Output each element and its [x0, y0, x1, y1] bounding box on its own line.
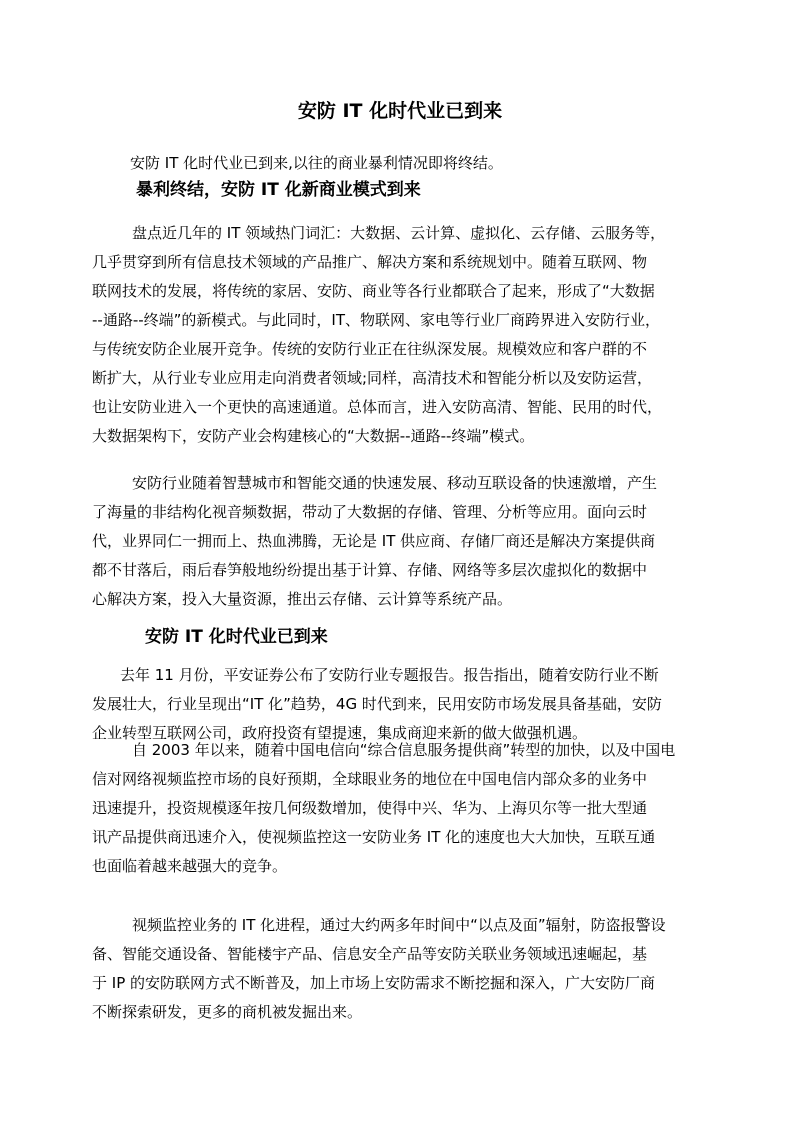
- paragraph-line: 都不甘落后，雨后春笋般地纷纷提出基于计算、存储、网络等多层次虚拟化的数据中: [92, 561, 648, 579]
- paragraph-line: 联网技术的发展，将传统的家居、安防、商业等各行业都联合了起来，形成了“大数据: [92, 282, 655, 300]
- paragraph-line: 讯产品提供商迅速介入，使视频监控这一安防业务 IT 化的速度也大大加快，互联互通: [92, 828, 656, 846]
- paragraph-line: 了海量的非结构化视音频数据，带动了大数据的存储、管理、分析等应用。面向云时: [92, 503, 648, 521]
- paragraph-line: 几乎贯穿到所有信息技术领域的产品推广、解决方案和系统规划中。随着互联网、物: [92, 253, 648, 271]
- paragraph: [92, 911, 732, 1027]
- section-heading: 暴利终结，安防 IT 化新商业模式到来: [136, 180, 421, 200]
- paragraph-line: 代，业界同仁一拥而上、热血沸腾，无论是 IT 供应商、存储厂商还是解决方案提供商: [92, 532, 656, 550]
- paragraph-line: 也让安防业进入一个更快的高速通道。总体而言，进入安防高清、智能、民用的时代，: [92, 398, 663, 416]
- paragraph-line: 盘点近几年的 IT 领域热门词汇：大数据、云计算、虚拟化、云存储、云服务等，: [132, 224, 666, 242]
- paragraph-line: 迅速提升，投资规模逐年按几何级数增加，使得中兴、华为、上海贝尔等一批大型通: [92, 799, 648, 817]
- paragraph-line: 去年 11 月份，平安证券公布了安防行业专题报告。报告指出，随着安防行业不断: [120, 666, 659, 684]
- paragraph: [92, 736, 732, 881]
- paragraph-line: 视频监控业务的 IT 化进程，通过大约两多年时间中“以点及面”辐射，防盗报警设: [132, 916, 666, 934]
- paragraph: [92, 469, 732, 614]
- paragraph-line: 不断探索研发，更多的商机被发掘出来。: [92, 1003, 363, 1021]
- paragraph-line: 于 IP 的安防联网方式不断普及，加上市场上安防需求不断挖掘和深入，广大安防厂商: [92, 974, 656, 992]
- paragraph-line: 与传统安防企业展开竞争。传统的安防行业正在往纵深发展。规模效应和客户群的不: [92, 340, 648, 358]
- paragraph-line: 也面临着越来越强大的竞争。: [92, 857, 288, 875]
- paragraph-line: 心解决方案，投入大量资源，推出云存储、云计算等系统产品。: [92, 590, 513, 608]
- paragraph: [92, 219, 732, 451]
- page-title: 安防 IT 化时代业已到来: [297, 100, 503, 122]
- paragraph-line: 信对网络视频监控市场的良好预期，全球眼业务的地位在中国电信内部众多的业务中: [92, 770, 648, 788]
- paragraph: [92, 661, 732, 748]
- paragraph-line: 自 2003 年以来，随着中国电信向“综合信息服务提供商”转型的加快，以及中国电: [132, 741, 676, 759]
- paragraph-line: 企业转型互联网公司，政府投资有望提速，集成商迎来新的做大做强机遇。: [92, 724, 588, 742]
- paragraph-line: 大数据架构下，安防产业会构建核心的“大数据--通路--终端”模式。: [92, 427, 535, 445]
- paragraph-line: 备、智能交通设备、智能楼宇产品、信息安全产品等安防关联业务领域迅速崛起，基: [92, 945, 648, 963]
- section-heading: 安防 IT 化时代业已到来: [145, 627, 328, 647]
- paragraph-line: 断扩大，从行业专业应用走向消费者领域;同样，高清技术和智能分析以及安防运营，: [92, 369, 653, 387]
- paragraph-line: --通路--终端”的新模式。与此同时，IT、物联网、家电等行业厂商跨界进入安防行业，: [92, 311, 661, 329]
- paragraph-line: 发展壮大，行业呈现出“IT 化”趋势，4G 时代到来，民用安防市场发展具备基础，安防: [92, 695, 662, 713]
- paragraph-line: 安防行业随着智慧城市和智能交通的快速发展、移动互联设备的快速激增，产生: [132, 474, 658, 492]
- intro-text: 安防 IT 化时代业已到来,以往的商业暴利情况即将终结。: [130, 154, 503, 172]
